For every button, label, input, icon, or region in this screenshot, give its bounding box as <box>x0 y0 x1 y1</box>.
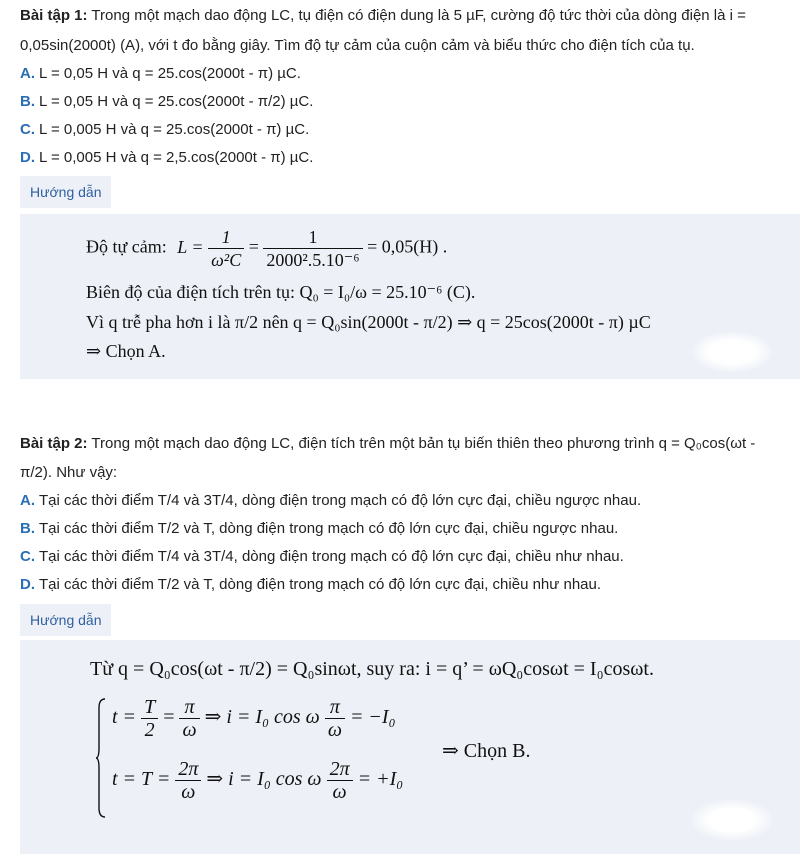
option-letter: D. <box>20 576 35 593</box>
q2-case-row2 <box>112 758 403 803</box>
fraction-numerator: 1 <box>308 227 318 247</box>
left-brace-icon <box>96 698 106 818</box>
fraction-numerator: T <box>144 696 156 718</box>
q1-sol-line1: Độ tự cảm: L = $\frac{1}{\text{ω²C}}$ = $\frac{1}{\text{2000².5.10⁻⁶}}$ = 0,05(H) . <box>86 227 448 270</box>
q1-option-a[interactable] <box>20 60 301 88</box>
q1-stem-line1 <box>20 2 746 30</box>
inductance-label: Độ tự cảm: <box>86 236 167 257</box>
option-text: L = 0,005 H và q = 25.cos(2000t - π) µC. <box>39 121 310 138</box>
q2-stem-line1 <box>20 430 755 458</box>
fraction <box>208 226 244 271</box>
q2-stem-text1: Trong một mạch dao động LC, điện tích trên một bản tụ biến thiên theo phương trình q = Q₀cos(ωt - <box>87 435 756 452</box>
q2-option-d[interactable] <box>20 571 601 599</box>
fraction-denominator: ω <box>325 718 345 741</box>
fraction-denominator: 2000².5.10⁻⁶ <box>263 248 362 271</box>
fraction <box>179 696 199 741</box>
q1-sol-line2: Biên độ của điện tích trên tụ: Q₀ = I₀/ω = 25.10⁻⁶ (C). <box>86 282 476 302</box>
inductance-lhs: L = <box>177 236 204 257</box>
option-text: Tại các thời điểm T/2 và T, dòng điện trong mạch có độ lớn cực đại, chiều ngược nhau. <box>39 520 619 537</box>
q1-sol-line4: ⇒ Chọn A. <box>86 341 166 361</box>
option-text: Tại các thời điểm T/4 và 3T/4, dòng điện trong mạch có độ lớn cực đại, chiều ngược nhau. <box>39 492 642 509</box>
q1-solution-panel <box>20 214 800 379</box>
q2-case-row1 <box>112 696 396 741</box>
q2-title: Bài tập 2: <box>20 435 88 452</box>
q1-sol-line3: Vì q trễ pha hơn i là π/2 nên q = Q₀sin(2000t - π/2) ⇒ q = 25cos(2000t - π) µC <box>86 312 651 332</box>
glare-decoration <box>692 332 772 372</box>
q2-solution-panel <box>20 640 800 854</box>
option-text: L = 0,05 H và q = 25.cos(2000t - π/2) µC. <box>39 93 314 110</box>
q2-option-a[interactable] <box>20 487 641 515</box>
fraction-numerator: 2π <box>178 758 199 780</box>
inductance-result: = 0,05(H) . <box>367 236 448 257</box>
glare-decoration <box>692 800 772 840</box>
option-text: L = 0,005 H và q = 2,5.cos(2000t - π) µC. <box>39 149 314 166</box>
option-letter: B. <box>20 520 35 537</box>
fraction-numerator: π <box>184 696 195 718</box>
fraction-denominator: ω <box>179 718 199 741</box>
option-letter: A. <box>20 65 35 82</box>
option-letter: B. <box>20 93 35 110</box>
q2-answer: ⇒ Chọn B. <box>442 740 531 762</box>
fraction-numerator: 1 <box>221 227 231 247</box>
q2-guide-tab[interactable]: Hướng dẫn <box>20 604 111 636</box>
q1-guide-tab[interactable]: Hướng dẫn <box>20 176 111 208</box>
q2-sol-line1: Từ q = Q₀cos(ωt - π/2) = Q₀sinωt, suy ra: i = q’ = ωQ₀cosωt = I₀cosωt. <box>90 658 654 680</box>
q1-title: Bài tập 1: <box>20 7 88 24</box>
option-letter: C. <box>20 548 35 565</box>
option-text: Tại các thời điểm T/4 và 3T/4, dòng điện trong mạch có độ lớn cực đại, chiều như nhau. <box>39 548 624 565</box>
q1-stem-line2: 0,05sin(2000t) (A), với t đo bằng giây. Tìm độ tự cảm của cuộn cảm và biểu thức cho điện tích của tụ. <box>20 37 695 54</box>
fraction-numerator: 2π <box>329 758 350 780</box>
case-lhs: t = <box>112 706 137 729</box>
q1-option-d[interactable] <box>20 144 313 172</box>
fraction-denominator: ω <box>327 780 353 803</box>
option-letter: C. <box>20 121 35 138</box>
case-result: = +I₀ <box>357 768 404 791</box>
q1-stem-text1: Trong một mạch dao động LC, tụ điện có điện dung là 5 µF, cường độ tức thời của dòng điện là i = <box>87 7 746 24</box>
q2-option-c[interactable] <box>20 543 624 571</box>
fraction <box>175 758 201 803</box>
fraction <box>327 758 353 803</box>
q2-option-b[interactable] <box>20 515 618 543</box>
fraction <box>141 696 158 741</box>
case-result: = −I₀ <box>349 706 396 729</box>
q1-option-b[interactable] <box>20 88 313 116</box>
option-text: Tại các thời điểm T/2 và T, dòng điện trong mạch có độ lớn cực đại, chiều như nhau. <box>39 576 602 593</box>
q1-option-c[interactable] <box>20 116 309 144</box>
fraction <box>325 696 345 741</box>
option-letter: D. <box>20 149 35 166</box>
case-mid: ⇒ i = I₀ cos ω <box>204 706 320 729</box>
case-lhs: t = T = <box>112 768 171 791</box>
option-text: L = 0,05 H và q = 25.cos(2000t - π) µC. <box>39 65 301 82</box>
fraction-numerator: π <box>329 696 340 718</box>
q2-stem-line2: π/2). Như vậy: <box>20 464 118 481</box>
option-letter: A. <box>20 492 35 509</box>
fraction-denominator: 2 <box>141 718 158 741</box>
case-mid: ⇒ i = I₀ cos ω <box>206 768 322 791</box>
fraction <box>263 226 362 271</box>
fraction-denominator: ω <box>175 780 201 803</box>
equals-sign: = <box>163 706 175 729</box>
fraction-denominator: ω²C <box>208 248 244 271</box>
